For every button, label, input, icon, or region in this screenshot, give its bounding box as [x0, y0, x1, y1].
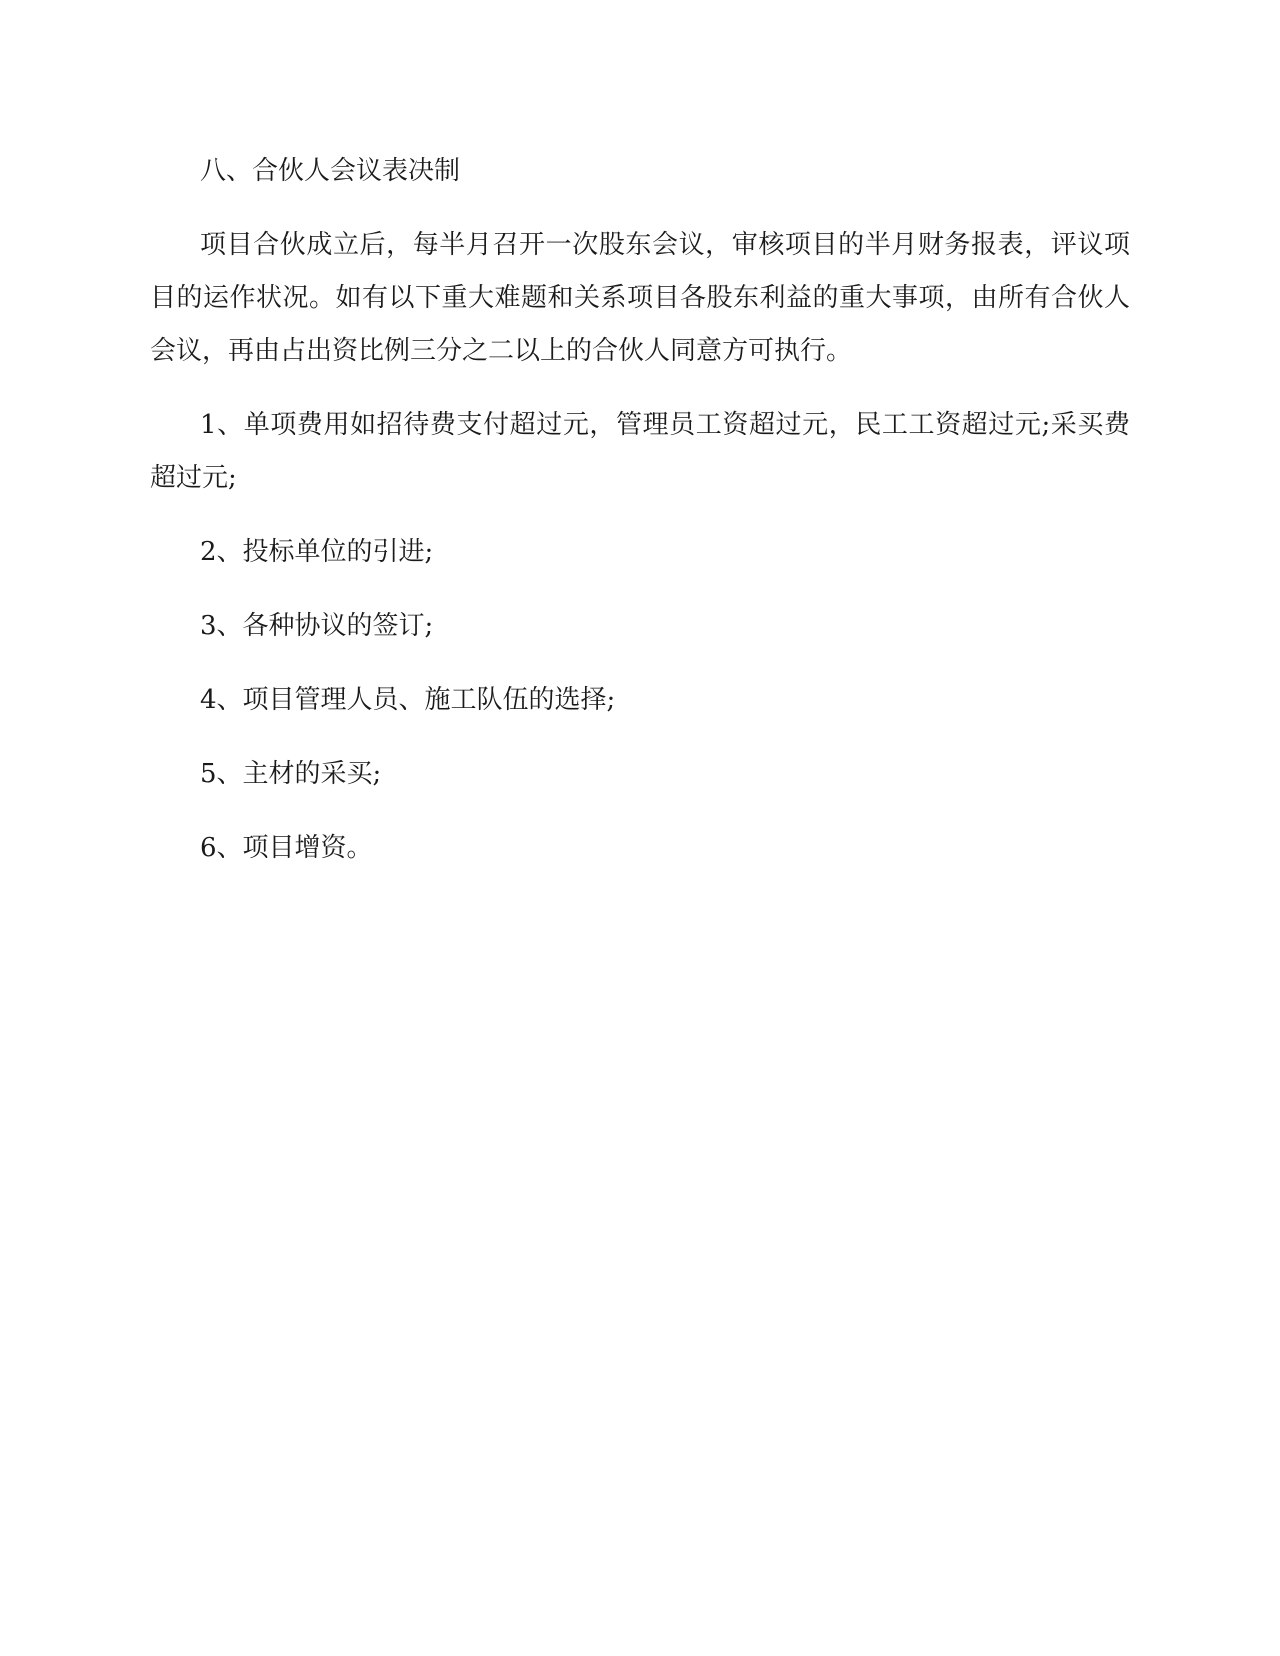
list-item-2: 2、投标单位的引进;: [200, 537, 434, 567]
list-item-6: 6、项目增资。: [200, 833, 373, 863]
list-item-4: 4、项目管理人员、施工队伍的选择;: [200, 685, 616, 715]
list-item-1: 1、单项费用如招待费支付超过元，管理员工资超过元，民工工资超过元;采买费超过元;: [150, 410, 1130, 493]
list-item-3: 3、各种协议的签订;: [200, 611, 434, 641]
document-body: [150, 145, 1130, 896]
list-item-5: 5、主材的采买;: [200, 759, 382, 789]
intro-paragraph: 项目合伙成立后，每半月召开一次股东会议，审核项目的半月财务报表，评议项目的运作状况。如有以下重大难题和关系项目各股东利益的重大事项，由所有合伙人会议，再由占出资比例三分之二以上的合伙人同意方可执行。: [150, 230, 1130, 366]
section-heading: 八、合伙人会议表决制: [200, 156, 461, 186]
